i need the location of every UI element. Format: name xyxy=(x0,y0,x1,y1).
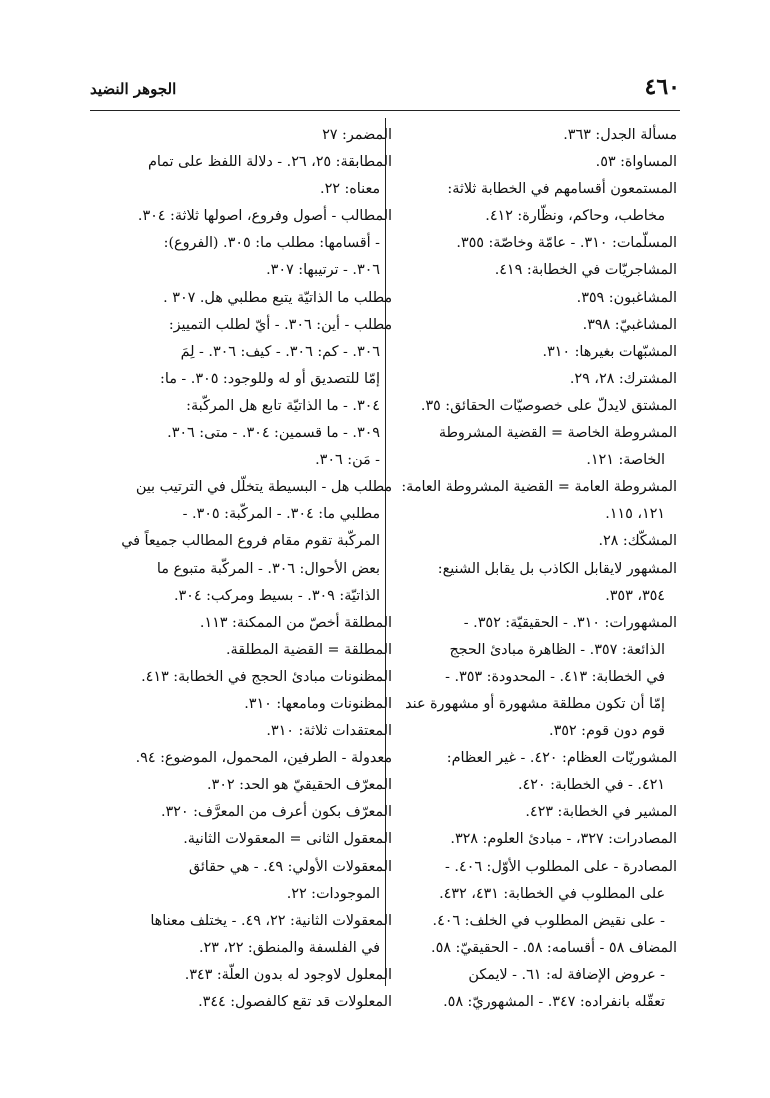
index-entry-continuation: مطلبي ما: ٣٠٤. - المركّبة: ٣٠٥. - xyxy=(182,506,380,523)
index-entry: المعرّف الحقيقيّ هو الحد: ٣٠٢. xyxy=(206,777,392,794)
index-entry: مطلب - أين: ٣٠٦. - أيّ لطلب التمييز: xyxy=(168,316,392,333)
index-entry-continuation: تعقّله بانفراده: ٣٤٧. - المشهوريّ: ٥٨. xyxy=(443,994,665,1010)
page-header xyxy=(90,74,680,108)
index-entry-continuation: على المطلوب في الخطابة: ٤٣١، ٤٣٢. xyxy=(439,885,665,902)
index-entry-continuation: المركّبة تقوم مقام فروع المطالب جميعاً في xyxy=(121,533,380,550)
index-entry: المعقول الثانى = المعقولات الثانية. xyxy=(183,831,392,848)
index-entry: المظنونات مبادئ الحجج في الخطابة: ٤١٣. xyxy=(141,668,392,685)
index-entry: مطلب ما الذاتيّة يتبع مطلبي هل. ٣٠٧ . xyxy=(163,289,392,306)
index-entry: المشكّك: ٢٨. xyxy=(598,533,677,550)
index-entry-continuation: - مَن: ٣٠٦. xyxy=(315,452,380,469)
index-entry: المشاغبون: ٣٥٩. xyxy=(576,289,677,306)
index-entry: المشهورات: ٣١٠. - الحقيقيّة: ٣٥٢. - xyxy=(463,614,677,631)
index-entry: المطالب - أصول وفروع، اصولها ثلاثة: ٣٠٤. xyxy=(137,208,392,225)
index-entry-continuation: الذاتيّة: ٣٠٩. - بسيط ومركب: ٣٠٤. xyxy=(173,587,380,604)
index-entry: المشتق لايدلّ على خصوصيّات الحقائق: ٣٥. xyxy=(420,397,677,414)
index-entry: المشوريّات العظام: ٤٢٠. - غير العظام: xyxy=(446,750,677,767)
index-entry: معدولة - الطرفين، المحمول، الموضوع: ٩٤. xyxy=(135,750,392,767)
index-entry: المشبّهات بغيرها: ٣١٠. xyxy=(542,343,677,360)
index-entry: المسلّمات: ٣١٠. - عامّة وخاصّة: ٣٥٥. xyxy=(456,235,677,252)
index-entry: المشاغبيّ: ٣٩٨. xyxy=(582,316,677,333)
index-entry: المضاف ٥٨ - أقسامه: ٥٨. - الحقيقيّ: ٥٨. xyxy=(431,939,677,956)
index-entry: المطابقة: ٢٥، ٢٦. - دلالة اللفظ على تمام xyxy=(148,154,392,171)
index-entry: المضمر: ٢٧ xyxy=(322,127,392,143)
index-entry: المشروطة الخاصة = القضية المشروطة xyxy=(438,425,677,442)
index-entry-continuation: بعض الأحوال: ٣٠٦. - المركّبة متبوع ما xyxy=(156,560,380,577)
index-entry-continuation: في الخطابة: ٤١٣. - المحدودة: ٣٥٣. - xyxy=(445,668,665,685)
index-entry: المعلول لاوجود له بدون العلّة: ٣٤٣. xyxy=(184,966,392,983)
index-entry-continuation: ٤٢١. - في الخطابة: ٤٢٠. xyxy=(517,777,665,794)
page-number: ٤٦٠ xyxy=(644,74,680,100)
index-entry: المعرّف بكون أعرف من المعرَّف: ٣٢٠. xyxy=(160,804,392,821)
index-entry: المشاجريّات في الخطابة: ٤١٩. xyxy=(494,262,677,279)
index-entry: المظنونات ومامعها: ٣١٠. xyxy=(244,695,392,712)
index-entry: المعقولات الأولي: ٤٩. - هي حقائق xyxy=(188,858,392,875)
index-entry-continuation: في الفلسفة والمنطق: ٢٢، ٢٣. xyxy=(198,939,380,956)
index-entry-continuation: - على نقيض المطلوب في الخلف: ٤٠٦. xyxy=(432,912,665,929)
index-entry: المساواة: ٥٣. xyxy=(595,154,677,171)
index-entry: المعتقدات ثلاثة: ٣١٠. xyxy=(266,723,392,740)
index-entry-continuation: مخاطب، وحاكم، ونظّارة: ٤١٢. xyxy=(485,208,665,225)
index-entry: مسألة الجدل: ٣٦٣. xyxy=(563,127,677,143)
index-entry-continuation: ٣٠٤. - ما الذاتيّة تابع هل المركّبة: xyxy=(186,397,380,414)
index-entry: المصادرة - على المطلوب الأوّل: ٤٠٦. - xyxy=(445,858,677,875)
index-entry: مطلب هل - البسيطة يتخلّل في الترتيب بين xyxy=(135,479,392,496)
index-entry-continuation: إمّا أن تكون مطلقة مشهورة أو مشهورة عند xyxy=(405,695,665,712)
index-entry: المعقولات الثانية: ٢٢، ٤٩. - يختلف معناها xyxy=(150,912,392,929)
index-entry: المشروطة العامة = القضية المشروطة العامة: xyxy=(401,479,677,496)
index-entry: المطلقة أخصّ من الممكنة: ١١٣. xyxy=(199,614,392,631)
index-entry: المشير في الخطابة: ٤٢٣. xyxy=(525,804,677,821)
index-entry-continuation: الخاصة: ١٢١. xyxy=(586,452,665,469)
header-rule xyxy=(90,110,680,111)
index-entry: المشهور لايقابل الكاذب بل يقابل الشنيع: xyxy=(437,560,677,577)
index-entry-continuation: ٣٠٦. - كم: ٣٠٦. - كيف: ٣٠٦. - لِمَ xyxy=(180,343,380,360)
index-entry: المطلقة = القضية المطلقة. xyxy=(226,641,392,658)
index-entry: المستمعون أقسامهم في الخطابة ثلاثة: xyxy=(447,181,677,198)
running-title: الجوهر النضيد xyxy=(90,80,177,98)
index-entry-continuation: إمّا للتصديق أو له وللوجود: ٣٠٥. - ما: xyxy=(160,370,380,387)
index-entry: المعلولات قد تقع كالفصول: ٣٤٤. xyxy=(198,994,392,1010)
index-entry: المصادرات: ٣٢٧، - مبادئ العلوم: ٣٢٨. xyxy=(450,831,677,848)
index-entry-continuation: ١٢١، ١١٥. xyxy=(605,506,665,523)
index-entry-continuation: - أقسامها: مطلب ما: ٣٠٥. (الفروع): xyxy=(163,235,380,252)
index-entry-continuation: ٣٥٤، ٣٥٣. xyxy=(605,587,665,604)
index-entry-continuation: ٣٠٦. - ترتيبها: ٣٠٧. xyxy=(266,262,380,279)
index-entry-continuation: ٣٠٩. - ما قسمين: ٣٠٤. - متى: ٣٠٦. xyxy=(167,425,380,442)
index-column-right xyxy=(385,122,677,1016)
index-column-left xyxy=(100,122,392,1016)
index-entry-continuation: قوم دون قوم: ٣٥٢. xyxy=(549,723,665,740)
index-entry-continuation: - عروض الإضافة له: ٦١. - لايمكن xyxy=(468,966,665,983)
index-entry-continuation: الموجودات: ٢٢. xyxy=(286,885,380,902)
index-entry: المشترك: ٢٨، ٢٩. xyxy=(569,370,677,387)
index-entry-continuation: الذائعة: ٣٥٧. - الظاهرة مبادئ الحجج xyxy=(449,641,665,658)
index-entry-continuation: معناه: ٢٢. xyxy=(320,181,380,198)
